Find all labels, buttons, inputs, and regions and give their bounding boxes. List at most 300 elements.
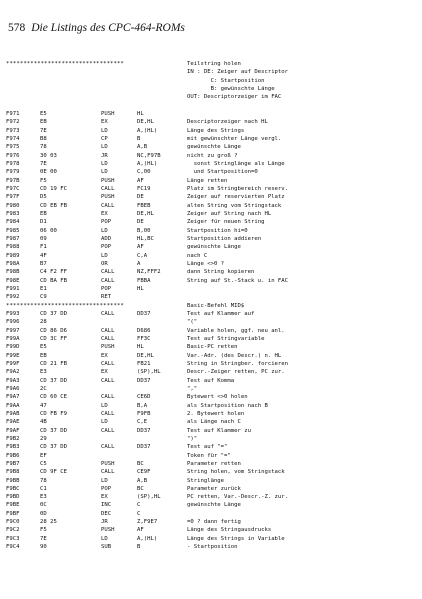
address: F98E xyxy=(6,277,20,284)
comment: Zeiger für neuen String xyxy=(187,219,265,226)
address: F9AE xyxy=(6,419,20,426)
comment: Descriptorzeiger nach HL xyxy=(187,119,268,126)
operand: CE6D xyxy=(137,394,151,401)
listing-row xyxy=(0,212,422,218)
operand: C xyxy=(137,502,141,509)
listing-row xyxy=(0,320,422,326)
hex-bytes: E3 xyxy=(40,494,47,501)
hex-bytes: F1 xyxy=(40,244,47,251)
operand: BC xyxy=(137,460,144,467)
address: F992 xyxy=(6,294,20,301)
listing-row xyxy=(0,329,422,335)
comment: - Startposition xyxy=(187,544,238,551)
address: F9B6 xyxy=(6,452,20,459)
comment: nach C xyxy=(187,252,208,259)
listing-row xyxy=(0,129,422,135)
mnemonic: CALL xyxy=(101,427,115,434)
operand: DD37 xyxy=(137,310,151,317)
operand: A,B xyxy=(137,144,148,151)
address: F978 xyxy=(6,160,20,167)
comment: Test auf "=" xyxy=(187,444,228,451)
comment: String holen, vom Stringstack xyxy=(187,469,285,476)
operand: C xyxy=(137,510,141,517)
comment: gewünschte Länge xyxy=(187,502,241,509)
listing-row xyxy=(0,245,422,251)
comment: Stringlänge xyxy=(187,477,225,484)
listing-row xyxy=(0,479,422,485)
mnemonic: CALL xyxy=(101,377,115,384)
comment: OUT: Descriptorzeiger im FAC xyxy=(187,94,282,101)
hex-bytes: CD 37 DD xyxy=(40,427,67,434)
address: F9AF xyxy=(6,427,20,434)
address: F9C3 xyxy=(6,535,20,542)
operand: FC19 xyxy=(137,185,151,192)
comment: Parameter retten xyxy=(187,460,241,467)
hex-bytes: EF xyxy=(40,452,47,459)
comment: ")" xyxy=(187,435,198,442)
address: F980 xyxy=(6,202,20,209)
comment: nicht zu groß ? xyxy=(187,152,238,159)
address: F9BB xyxy=(6,477,20,484)
listing-row xyxy=(0,445,422,451)
comment: gewünschte Länge xyxy=(187,144,241,151)
operand: NZ,FFF2 xyxy=(137,269,161,276)
comment: Parameter zurück xyxy=(187,485,241,492)
mnemonic: EX xyxy=(101,369,108,376)
mnemonic: CALL xyxy=(101,277,115,284)
comment: und Startposition=0 xyxy=(187,169,258,176)
comment: =0 ? dann fertig xyxy=(187,519,241,526)
address: F993 xyxy=(6,310,20,317)
mnemonic: CALL xyxy=(101,202,115,209)
hex-bytes: 06 00 xyxy=(40,227,57,234)
hex-bytes: 7E xyxy=(40,535,47,542)
address: F9BE xyxy=(6,502,20,509)
operand: DE xyxy=(137,194,144,201)
operand: C,E xyxy=(137,419,148,426)
address: F9AB xyxy=(6,410,20,417)
operand: F9FB xyxy=(137,410,151,417)
listing-row xyxy=(0,112,422,118)
section-header-row xyxy=(0,62,422,68)
listing-row xyxy=(0,95,422,101)
hex-bytes: D5 xyxy=(40,194,47,201)
comment: Zeiger auf reservierten Platz xyxy=(187,194,285,201)
mnemonic: POP xyxy=(101,244,112,251)
operand: HL,BC xyxy=(137,235,154,242)
comment: Platz im Stringbereich reserv. xyxy=(187,185,289,192)
listing-row xyxy=(0,162,422,168)
hex-bytes: D1 xyxy=(40,219,47,226)
operand: HL xyxy=(137,344,144,351)
hex-bytes: EB xyxy=(40,352,47,359)
comment: dann String kopieren xyxy=(187,269,255,276)
hex-bytes: E5 xyxy=(40,344,47,351)
mnemonic: EX xyxy=(101,210,108,217)
hex-bytes: C1 xyxy=(40,485,47,492)
listing-row xyxy=(0,120,422,126)
address: F9C4 xyxy=(6,544,20,551)
comment: Var.-Adr. (des Descr.) n. HL xyxy=(187,352,282,359)
address: F9AA xyxy=(6,402,20,409)
operand: CE9F xyxy=(137,469,151,476)
operand: FB21 xyxy=(137,360,151,367)
operand: C,A xyxy=(137,252,148,259)
hex-bytes: CD BA FB xyxy=(40,277,67,284)
operand: HL xyxy=(137,285,144,292)
comment: Bytewert <>0 holen xyxy=(187,394,248,401)
hex-bytes: 47 xyxy=(40,402,47,409)
hex-bytes: EB xyxy=(40,210,47,217)
page-title: Die Listings des CPC-464-ROMs xyxy=(31,22,185,34)
address: F99E xyxy=(6,352,20,359)
hex-bytes: 4F xyxy=(40,252,47,259)
listing-row xyxy=(0,503,422,509)
mnemonic: LD xyxy=(101,227,108,234)
listing-row xyxy=(0,395,422,401)
operand: BC xyxy=(137,485,144,492)
comment: "," xyxy=(187,385,198,392)
page-header xyxy=(8,22,185,34)
hex-bytes: CD 60 CE xyxy=(40,394,67,401)
listing-row xyxy=(0,437,422,443)
operand: DE,HL xyxy=(137,352,154,359)
operand: AF xyxy=(137,244,144,251)
listing-row xyxy=(0,204,422,210)
mnemonic: CP xyxy=(101,135,108,142)
listing-row xyxy=(0,404,422,410)
listing-row xyxy=(0,412,422,418)
listing-row xyxy=(0,237,422,243)
operand: FF3C xyxy=(137,335,151,342)
address: F972 xyxy=(6,119,20,126)
mnemonic: LD xyxy=(101,160,108,167)
comment: Basic-PC retten xyxy=(187,344,238,351)
hex-bytes: E3 xyxy=(40,369,47,376)
address: F976 xyxy=(6,152,20,159)
address: F989 xyxy=(6,252,20,259)
operand: A,(HL) xyxy=(137,127,158,134)
hex-bytes: F5 xyxy=(40,177,47,184)
mnemonic: DEC xyxy=(101,510,112,517)
listing-row xyxy=(0,337,422,343)
hex-bytes: CD FB F9 xyxy=(40,410,67,417)
listing-row xyxy=(0,137,422,143)
listing-row xyxy=(0,545,422,551)
operand: (SP),HL xyxy=(137,494,161,501)
separator-stars: ********************************** xyxy=(6,61,124,67)
listing-row xyxy=(0,345,422,351)
comment: Startposition hi=0 xyxy=(187,227,248,234)
hex-bytes: 7E xyxy=(40,160,47,167)
hex-bytes: CD 37 DD xyxy=(40,377,67,384)
operand: DE,HL xyxy=(137,119,154,126)
comment: 2. Bytewert holen xyxy=(187,410,245,417)
mnemonic: LD xyxy=(101,252,108,259)
hex-bytes: CD 3C FF xyxy=(40,335,67,342)
operand: FBEB xyxy=(137,202,151,209)
hex-bytes: 28 xyxy=(40,319,47,326)
operand: C,00 xyxy=(137,169,151,176)
operand: DE,HL xyxy=(137,210,154,217)
mnemonic: LD xyxy=(101,402,108,409)
mnemonic: PUSH xyxy=(101,194,115,201)
listing-row xyxy=(0,370,422,376)
listing-row xyxy=(0,354,422,360)
comment: Test auf Klammer auf xyxy=(187,310,255,317)
address: F97C xyxy=(6,185,20,192)
address: F9C0 xyxy=(6,519,20,526)
address: F98A xyxy=(6,260,20,267)
address: F9A6 xyxy=(6,385,20,392)
hex-bytes: 4B xyxy=(40,419,47,426)
mnemonic: EX xyxy=(101,352,108,359)
mnemonic: PUSH xyxy=(101,527,115,534)
mnemonic: INC xyxy=(101,502,112,509)
mnemonic: LD xyxy=(101,419,108,426)
comment: PC retten, Var.-Descr.-Z. zur. xyxy=(187,494,289,501)
address: F97F xyxy=(6,194,20,201)
hex-bytes: 0E 00 xyxy=(40,169,57,176)
comment: Länge des Strings xyxy=(187,127,245,134)
address: F99F xyxy=(6,360,20,367)
address: F98B xyxy=(6,269,20,276)
hex-bytes: 29 xyxy=(40,435,47,442)
comment: Teilstring holen xyxy=(187,61,241,67)
operand: Z,F9E7 xyxy=(137,519,158,526)
comment: Länge des Strings in Variable xyxy=(187,535,285,542)
mnemonic: EX xyxy=(101,494,108,501)
mnemonic: ADD xyxy=(101,235,112,242)
operand: A xyxy=(137,260,141,267)
listing-row xyxy=(0,295,422,301)
listing-row xyxy=(0,462,422,468)
mnemonic: CALL xyxy=(101,444,115,451)
mnemonic: CALL xyxy=(101,327,115,334)
comment: "(" xyxy=(187,319,198,326)
address: F973 xyxy=(6,127,20,134)
address: F9C2 xyxy=(6,527,20,534)
listing-row xyxy=(0,262,422,268)
operand: (SP),HL xyxy=(137,369,161,376)
mnemonic: LD xyxy=(101,169,108,176)
listing-row xyxy=(0,270,422,276)
comment: Token für "=" xyxy=(187,452,231,459)
address: F996 xyxy=(6,319,20,326)
address: F991 xyxy=(6,285,20,292)
address: F9BF xyxy=(6,510,20,517)
operand: B xyxy=(137,544,141,551)
operand: NC,F97B xyxy=(137,152,161,159)
operand: B xyxy=(137,135,141,142)
comment: C: Startposition xyxy=(187,77,265,84)
listing-row xyxy=(0,179,422,185)
listing-row xyxy=(0,145,422,151)
address: F9BD xyxy=(6,494,20,501)
hex-bytes: CD 86 D6 xyxy=(40,327,67,334)
hex-bytes: CD 37 DD xyxy=(40,444,67,451)
comment: B: gewünschte Länge xyxy=(187,85,275,92)
operand: B,A xyxy=(137,402,148,409)
mnemonic: LD xyxy=(101,535,108,542)
operand: A,B xyxy=(137,477,148,484)
mnemonic: OR xyxy=(101,260,108,267)
hex-bytes: 7E xyxy=(40,127,47,134)
hex-bytes: 90 xyxy=(40,544,47,551)
mnemonic: JR xyxy=(101,152,108,159)
listing-row xyxy=(0,187,422,193)
operand: B,00 xyxy=(137,227,151,234)
hex-bytes: B8 xyxy=(40,135,47,142)
address: F984 xyxy=(6,219,20,226)
comment: gewünschte Länge xyxy=(187,244,241,251)
hex-bytes: 0D xyxy=(40,510,47,517)
mnemonic: CALL xyxy=(101,360,115,367)
hex-bytes: E1 xyxy=(40,285,47,292)
address: F99A xyxy=(6,335,20,342)
mnemonic: CALL xyxy=(101,394,115,401)
section-header-row xyxy=(0,304,422,310)
comment: Zeiger auf String nach HL xyxy=(187,210,272,217)
listing-row xyxy=(0,429,422,435)
hex-bytes: B7 xyxy=(40,260,47,267)
listing-row xyxy=(0,154,422,160)
hex-bytes: 78 xyxy=(40,477,47,484)
comment: Länge <>0 ? xyxy=(187,260,225,267)
address: F975 xyxy=(6,144,20,151)
listing-row xyxy=(0,229,422,235)
address: F9B2 xyxy=(6,435,20,442)
listing-row xyxy=(0,195,422,201)
listing-row xyxy=(0,512,422,518)
mnemonic: LD xyxy=(101,127,108,134)
comment: Startposition addieren xyxy=(187,235,262,242)
hex-bytes: CD 9F CE xyxy=(40,469,67,476)
operand: AF xyxy=(137,527,144,534)
comment: Test auf Stringvariable xyxy=(187,335,265,342)
mnemonic: POP xyxy=(101,219,112,226)
address: F983 xyxy=(6,210,20,217)
listing-row xyxy=(0,79,422,85)
address: F974 xyxy=(6,135,20,142)
mnemonic: CALL xyxy=(101,310,115,317)
listing-row xyxy=(0,87,422,93)
mnemonic: LD xyxy=(101,144,108,151)
page-number: 578 xyxy=(8,22,26,34)
operand: DD37 xyxy=(137,377,151,384)
listing-row xyxy=(0,454,422,460)
listing-row xyxy=(0,487,422,493)
mnemonic: PUSH xyxy=(101,177,115,184)
hex-bytes: CD 21 FB xyxy=(40,360,67,367)
address: F9BC xyxy=(6,485,20,492)
listing-row xyxy=(0,379,422,385)
operand: D686 xyxy=(137,327,151,334)
listing-row xyxy=(0,420,422,426)
mnemonic: CALL xyxy=(101,185,115,192)
listing-row xyxy=(0,312,422,318)
listing-row xyxy=(0,537,422,543)
listing-row xyxy=(0,279,422,285)
mnemonic: POP xyxy=(101,485,112,492)
address: F9B7 xyxy=(6,460,20,467)
listing-row xyxy=(0,470,422,476)
mnemonic: PUSH xyxy=(101,110,115,117)
operand: FBBA xyxy=(137,277,151,284)
mnemonic: RET xyxy=(101,294,112,301)
operand: DE xyxy=(137,219,144,226)
comment: mit gewünschter Länge vergl. xyxy=(187,135,282,142)
hex-bytes: CD EB FB xyxy=(40,202,67,209)
comment: Test auf Klammer zu xyxy=(187,427,251,434)
listing-row xyxy=(0,70,422,76)
mnemonic: POP xyxy=(101,285,112,292)
hex-bytes: C5 xyxy=(40,460,47,467)
mnemonic: CALL xyxy=(101,410,115,417)
address: F979 xyxy=(6,169,20,176)
hex-bytes: 0C xyxy=(40,502,47,509)
hex-bytes: EB xyxy=(40,119,47,126)
mnemonic: CALL xyxy=(101,335,115,342)
comment: Descr.-Zeiger retten, PC zur. xyxy=(187,369,285,376)
address: F9B3 xyxy=(6,444,20,451)
listing-row xyxy=(0,495,422,501)
operand: A,(HL) xyxy=(137,535,158,542)
comment: sonst Stringlänge als Länge xyxy=(187,160,285,167)
address: F985 xyxy=(6,227,20,234)
separator-stars: ********************************** xyxy=(6,302,124,309)
address: F9A7 xyxy=(6,394,20,401)
comment: alten String vom Stringstack xyxy=(187,202,282,209)
comment: als Länge nach C xyxy=(187,419,241,426)
hex-bytes: 28 25 xyxy=(40,519,57,526)
listing-row xyxy=(0,387,422,393)
comment: IN : DE: Zeiger auf Descriptor xyxy=(187,69,289,76)
listing-row xyxy=(0,287,422,293)
hex-bytes: 30 03 xyxy=(40,152,57,159)
hex-bytes: F5 xyxy=(40,527,47,534)
comment: String auf St.-Stack u. in FAC xyxy=(187,277,289,284)
comment: String in Stringber. forcieren xyxy=(187,360,289,367)
operand: A,(HL) xyxy=(137,160,158,167)
mnemonic: CALL xyxy=(101,269,115,276)
address: F997 xyxy=(6,327,20,334)
listing-row xyxy=(0,220,422,226)
hex-bytes: CD 19 FC xyxy=(40,185,67,192)
comment: Länge retten xyxy=(187,177,228,184)
mnemonic: SUB xyxy=(101,544,112,551)
comment: als Startposition nach B xyxy=(187,402,268,409)
address: F9A2 xyxy=(6,369,20,376)
hex-bytes: E5 xyxy=(40,110,47,117)
address: F97B xyxy=(6,177,20,184)
address: F988 xyxy=(6,244,20,251)
comment: Basic-Befehl MID$ xyxy=(187,302,245,309)
hex-bytes: 09 xyxy=(40,235,47,242)
comment: Variable holen, ggf. neu anl. xyxy=(187,327,285,334)
hex-bytes: C9 xyxy=(40,294,47,301)
hex-bytes: C4 F2 FF xyxy=(40,269,67,276)
operand: DD37 xyxy=(137,444,151,451)
mnemonic: PUSH xyxy=(101,344,115,351)
address: F99D xyxy=(6,344,20,351)
listing-row xyxy=(0,254,422,260)
mnemonic: EX xyxy=(101,119,108,126)
listing-row xyxy=(0,362,422,368)
comment: Länge des Stringausdrucks xyxy=(187,527,272,534)
mnemonic: CALL xyxy=(101,469,115,476)
comment: Test auf Komma xyxy=(187,377,235,384)
